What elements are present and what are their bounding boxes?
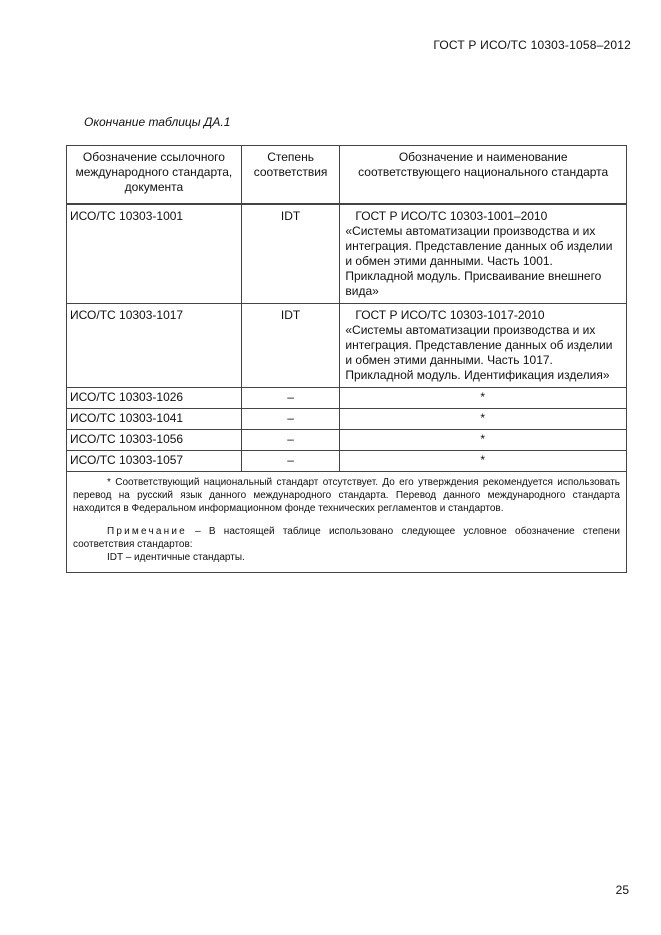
column-header-reference: Обозначение ссылочного международного стандарта, документа bbox=[67, 146, 242, 205]
column-header-degree: Степень соответствия bbox=[241, 146, 340, 205]
note-idt: IDT – идентичные стандарты. bbox=[107, 552, 245, 563]
standards-table bbox=[66, 145, 627, 573]
reference-cell: ИСО/ТС 10303-1057 bbox=[67, 451, 242, 472]
national-standard-name: «Системы автоматизации производства и их интеграция. Представление данных об изделии и обмен этими данными. Часть 1001. Прикладной модуль. Присваивание внешнего вида» bbox=[345, 224, 613, 298]
degree-cell: – bbox=[241, 451, 340, 472]
degree-cell: IDT bbox=[241, 204, 340, 304]
degree-cell: – bbox=[241, 388, 340, 409]
national-standard-name: «Системы автоматизации производства и их интеграция. Представление данных об изделии и обмен этими данными. Часть 1017. Прикладной модуль. Идентификация изделия» bbox=[345, 323, 613, 382]
notes-cell bbox=[67, 472, 627, 573]
national-standard-code: ГОСТ Р ИСО/ТС 10303-1017-2010 bbox=[355, 308, 545, 322]
reference-cell: ИСО/ТС 10303-1017 bbox=[67, 304, 242, 388]
document-header: ГОСТ Р ИСО/ТС 10303-1058–2012 bbox=[433, 38, 631, 52]
national-standard-cell: * bbox=[340, 388, 627, 409]
table-row bbox=[67, 388, 627, 409]
reference-cell: ИСО/ТС 10303-1001 bbox=[67, 204, 242, 304]
reference-cell: ИСО/ТС 10303-1041 bbox=[67, 409, 242, 430]
table-row bbox=[67, 430, 627, 451]
degree-cell: – bbox=[241, 430, 340, 451]
degree-cell: IDT bbox=[241, 304, 340, 388]
table-header-row bbox=[67, 146, 627, 205]
note-text: – В настоящей таблице использовано следующее условное обозначение степени соответствия стандартов: bbox=[73, 526, 620, 550]
national-standard-cell: * bbox=[340, 430, 627, 451]
table-row bbox=[67, 451, 627, 472]
national-standard-cell bbox=[340, 204, 627, 304]
table-row bbox=[67, 304, 627, 388]
notes-row bbox=[67, 472, 627, 573]
national-standard-code: ГОСТ Р ИСО/ТС 10303-1001–2010 bbox=[355, 209, 548, 223]
note-paragraph bbox=[73, 525, 620, 551]
column-header-national: Обозначение и наименование соответствующего национального стандарта bbox=[340, 146, 627, 205]
reference-cell: ИСО/ТС 10303-1056 bbox=[67, 430, 242, 451]
national-standard-cell: * bbox=[340, 451, 627, 472]
reference-cell: ИСО/ТС 10303-1026 bbox=[67, 388, 242, 409]
national-standard-cell: * bbox=[340, 409, 627, 430]
note-label: Примечание bbox=[107, 526, 187, 537]
national-standard-cell bbox=[340, 304, 627, 388]
footnote: * Соответствующий национальный стандарт отсутствует. До его утверждения рекомендуется использовать перевод на русский язык данного международного стандарта. Перевод данного международного стандарта находится в Федеральном информационном фонде технических регламентов и стандартов. bbox=[73, 477, 620, 514]
table-row bbox=[67, 204, 627, 304]
degree-cell: – bbox=[241, 409, 340, 430]
page-number: 25 bbox=[615, 883, 629, 897]
table-caption: Окончание таблицы ДА.1 bbox=[84, 115, 231, 129]
table-row bbox=[67, 409, 627, 430]
